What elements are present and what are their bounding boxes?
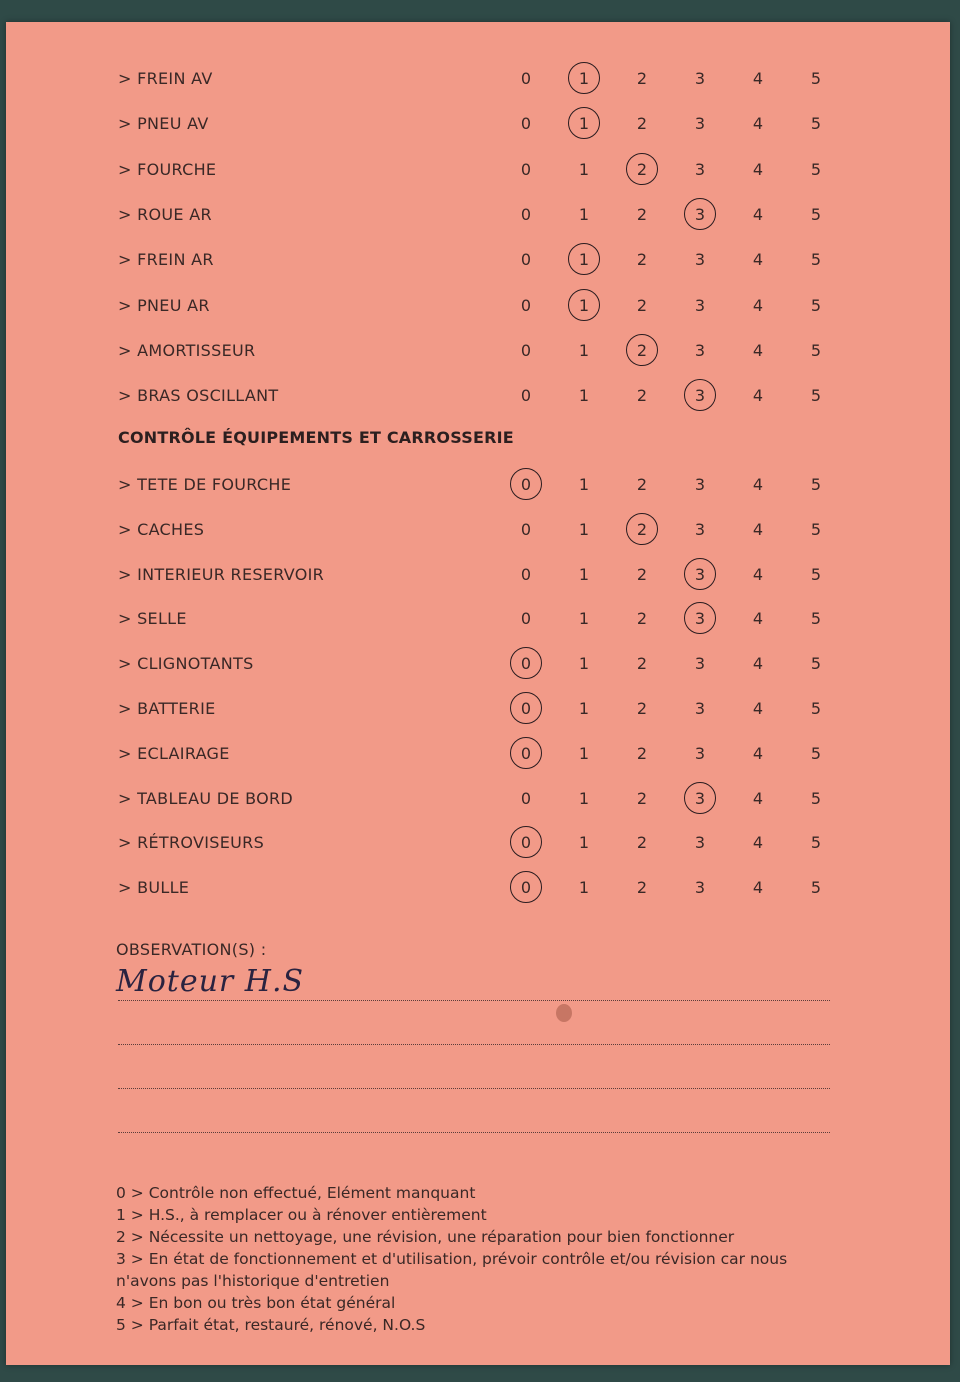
row-label: > RÉTROVISEURS bbox=[118, 833, 265, 853]
score-3: 3 bbox=[694, 609, 706, 629]
score-0: 0 bbox=[520, 340, 532, 360]
selected-score-circle bbox=[510, 647, 542, 679]
score-4: 4 bbox=[752, 878, 764, 898]
score-5: 5 bbox=[810, 699, 822, 718]
score-2: 2 bbox=[636, 788, 648, 808]
checklist-row bbox=[6, 470, 950, 500]
row-label: > BATTERIE bbox=[118, 699, 216, 718]
score-0: 0 bbox=[520, 519, 532, 539]
score-5: 5 bbox=[810, 519, 822, 539]
score-1: 1 bbox=[578, 69, 590, 88]
selected-score-circle bbox=[568, 289, 600, 321]
score-1: 1 bbox=[578, 833, 590, 853]
row-label: > TABLEAU DE BORD bbox=[118, 788, 294, 808]
score-3: 3 bbox=[694, 654, 706, 674]
score-5: 5 bbox=[810, 386, 822, 406]
row-label: > BULLE bbox=[118, 878, 190, 898]
rating-legend bbox=[116, 1182, 836, 1336]
checklist-row bbox=[6, 109, 950, 139]
legend-item: 0 > Contrôle non effectué, Elément manquant bbox=[116, 1184, 476, 1202]
score-2: 2 bbox=[636, 833, 648, 853]
score-0: 0 bbox=[520, 250, 532, 270]
score-2: 2 bbox=[636, 114, 648, 134]
score-2: 2 bbox=[636, 69, 648, 88]
row-label: > TETE DE FOURCHE bbox=[118, 475, 292, 494]
score-5: 5 bbox=[810, 114, 822, 134]
row-label: > FREIN AV bbox=[118, 69, 213, 88]
score-0: 0 bbox=[520, 159, 532, 179]
score-1: 1 bbox=[578, 250, 590, 270]
score-2: 2 bbox=[636, 250, 648, 270]
checklist-row bbox=[6, 200, 950, 230]
score-5: 5 bbox=[810, 564, 822, 584]
selected-score-circle bbox=[568, 62, 600, 94]
score-1: 1 bbox=[578, 788, 590, 808]
score-1: 1 bbox=[578, 295, 590, 315]
score-0: 0 bbox=[520, 69, 532, 88]
score-0: 0 bbox=[520, 654, 532, 674]
score-5: 5 bbox=[810, 69, 822, 88]
score-5: 5 bbox=[810, 159, 822, 179]
score-2: 2 bbox=[636, 654, 648, 674]
score-4: 4 bbox=[752, 475, 764, 494]
observation-line bbox=[118, 1088, 830, 1089]
score-4: 4 bbox=[752, 295, 764, 315]
checklist-row bbox=[6, 694, 950, 724]
score-4: 4 bbox=[752, 519, 764, 539]
score-3: 3 bbox=[694, 204, 706, 224]
row-label: > CACHES bbox=[118, 519, 205, 539]
score-4: 4 bbox=[752, 159, 764, 179]
observations-title: OBSERVATION(S) : bbox=[116, 940, 267, 959]
score-4: 4 bbox=[752, 250, 764, 270]
legend-item: 5 > Parfait état, restauré, rénové, N.O.S bbox=[116, 1316, 426, 1334]
score-0: 0 bbox=[520, 878, 532, 898]
score-2: 2 bbox=[636, 564, 648, 584]
checklist-row bbox=[6, 828, 950, 858]
checklist-row bbox=[6, 560, 950, 590]
row-label: > FREIN AR bbox=[118, 250, 214, 270]
selected-score-circle bbox=[684, 782, 716, 814]
score-1: 1 bbox=[578, 114, 590, 134]
score-2: 2 bbox=[636, 743, 648, 763]
score-1: 1 bbox=[578, 204, 590, 224]
score-3: 3 bbox=[694, 788, 706, 808]
score-5: 5 bbox=[810, 204, 822, 224]
checklist-row bbox=[6, 245, 950, 275]
row-label: > FOURCHE bbox=[118, 159, 217, 179]
score-2: 2 bbox=[636, 386, 648, 406]
checklist-row bbox=[6, 155, 950, 185]
selected-score-circle bbox=[510, 468, 542, 500]
score-1: 1 bbox=[578, 475, 590, 494]
score-1: 1 bbox=[578, 654, 590, 674]
score-3: 3 bbox=[694, 159, 706, 179]
selected-score-circle bbox=[510, 826, 542, 858]
score-1: 1 bbox=[578, 519, 590, 539]
score-0: 0 bbox=[520, 743, 532, 763]
checklist-row bbox=[6, 649, 950, 679]
observation-line bbox=[118, 1044, 830, 1045]
row-label: > ECLAIRAGE bbox=[118, 743, 230, 763]
selected-score-circle bbox=[568, 243, 600, 275]
score-5: 5 bbox=[810, 788, 822, 808]
score-3: 3 bbox=[694, 519, 706, 539]
selected-score-circle bbox=[684, 379, 716, 411]
score-4: 4 bbox=[752, 69, 764, 88]
legend-item: 4 > En bon ou très bon état général bbox=[116, 1294, 396, 1312]
checklist-row bbox=[6, 291, 950, 321]
score-0: 0 bbox=[520, 295, 532, 315]
inspection-sheet bbox=[6, 22, 950, 1365]
score-5: 5 bbox=[810, 609, 822, 629]
score-2: 2 bbox=[636, 159, 648, 179]
score-3: 3 bbox=[694, 699, 706, 718]
score-1: 1 bbox=[578, 609, 590, 629]
score-1: 1 bbox=[578, 743, 590, 763]
score-1: 1 bbox=[578, 564, 590, 584]
score-3: 3 bbox=[694, 386, 706, 406]
score-4: 4 bbox=[752, 699, 764, 718]
stain-mark bbox=[556, 1004, 572, 1022]
checklist-row bbox=[6, 381, 950, 411]
score-2: 2 bbox=[636, 475, 648, 494]
selected-score-circle bbox=[684, 558, 716, 590]
row-label: > PNEU AV bbox=[118, 114, 209, 134]
score-4: 4 bbox=[752, 386, 764, 406]
score-3: 3 bbox=[694, 564, 706, 584]
score-0: 0 bbox=[520, 833, 532, 853]
selected-score-circle bbox=[568, 107, 600, 139]
score-4: 4 bbox=[752, 114, 764, 134]
selected-score-circle bbox=[684, 602, 716, 634]
score-4: 4 bbox=[752, 788, 764, 808]
score-3: 3 bbox=[694, 743, 706, 763]
score-0: 0 bbox=[520, 475, 532, 494]
score-2: 2 bbox=[636, 295, 648, 315]
score-5: 5 bbox=[810, 295, 822, 315]
row-label: > BRAS OSCILLANT bbox=[118, 386, 279, 406]
score-5: 5 bbox=[810, 654, 822, 674]
section-title: CONTRÔLE ÉQUIPEMENTS ET CARROSSERIE bbox=[118, 428, 514, 447]
score-4: 4 bbox=[752, 340, 764, 360]
checklist-row bbox=[6, 64, 950, 94]
selected-score-circle bbox=[510, 692, 542, 724]
score-0: 0 bbox=[520, 699, 532, 718]
score-4: 4 bbox=[752, 743, 764, 763]
score-5: 5 bbox=[810, 878, 822, 898]
row-label: > AMORTISSEUR bbox=[118, 340, 256, 360]
legend-item: 3 > En état de fonctionnement et d'utilisation, prévoir contrôle et/ou révision car nous n'avons pas l'historique d'entretien bbox=[116, 1250, 788, 1290]
observation-handwritten-note: Moteur H.S bbox=[116, 964, 305, 999]
checklist-row bbox=[6, 336, 950, 366]
score-3: 3 bbox=[694, 878, 706, 898]
score-0: 0 bbox=[520, 114, 532, 134]
score-0: 0 bbox=[520, 788, 532, 808]
score-5: 5 bbox=[810, 833, 822, 853]
score-2: 2 bbox=[636, 609, 648, 629]
checklist-row bbox=[6, 739, 950, 769]
score-1: 1 bbox=[578, 878, 590, 898]
score-3: 3 bbox=[694, 340, 706, 360]
score-4: 4 bbox=[752, 833, 764, 853]
score-4: 4 bbox=[752, 204, 764, 224]
selected-score-circle bbox=[626, 513, 658, 545]
score-5: 5 bbox=[810, 250, 822, 270]
selected-score-circle bbox=[626, 153, 658, 185]
score-0: 0 bbox=[520, 564, 532, 584]
score-1: 1 bbox=[578, 159, 590, 179]
score-2: 2 bbox=[636, 519, 648, 539]
score-5: 5 bbox=[810, 743, 822, 763]
score-3: 3 bbox=[694, 250, 706, 270]
score-2: 2 bbox=[636, 878, 648, 898]
score-0: 0 bbox=[520, 204, 532, 224]
selected-score-circle bbox=[510, 871, 542, 903]
row-label: > CLIGNOTANTS bbox=[118, 654, 254, 674]
row-label: > INTERIEUR RESERVOIR bbox=[118, 564, 325, 584]
selected-score-circle bbox=[626, 334, 658, 366]
score-1: 1 bbox=[578, 699, 590, 718]
score-0: 0 bbox=[520, 609, 532, 629]
score-1: 1 bbox=[578, 386, 590, 406]
selected-score-circle bbox=[510, 737, 542, 769]
score-2: 2 bbox=[636, 204, 648, 224]
score-4: 4 bbox=[752, 564, 764, 584]
checklist-row bbox=[6, 604, 950, 634]
score-3: 3 bbox=[694, 475, 706, 494]
checklist-row bbox=[6, 515, 950, 545]
score-0: 0 bbox=[520, 386, 532, 406]
score-4: 4 bbox=[752, 609, 764, 629]
checklist-row bbox=[6, 873, 950, 903]
score-3: 3 bbox=[694, 69, 706, 88]
score-3: 3 bbox=[694, 833, 706, 853]
checklist-row bbox=[6, 784, 950, 814]
score-2: 2 bbox=[636, 699, 648, 718]
score-2: 2 bbox=[636, 340, 648, 360]
row-label: > ROUE AR bbox=[118, 204, 212, 224]
legend-item: 1 > H.S., à remplacer ou à rénover entièrement bbox=[116, 1206, 487, 1224]
score-5: 5 bbox=[810, 475, 822, 494]
score-3: 3 bbox=[694, 114, 706, 134]
selected-score-circle bbox=[684, 198, 716, 230]
legend-item: 2 > Nécessite un nettoyage, une révision, une réparation pour bien fonctionner bbox=[116, 1228, 735, 1246]
score-5: 5 bbox=[810, 340, 822, 360]
score-1: 1 bbox=[578, 340, 590, 360]
row-label: > PNEU AR bbox=[118, 295, 210, 315]
observation-line bbox=[118, 1000, 830, 1001]
row-label: > SELLE bbox=[118, 609, 187, 629]
observation-line bbox=[118, 1132, 830, 1133]
score-3: 3 bbox=[694, 295, 706, 315]
score-4: 4 bbox=[752, 654, 764, 674]
